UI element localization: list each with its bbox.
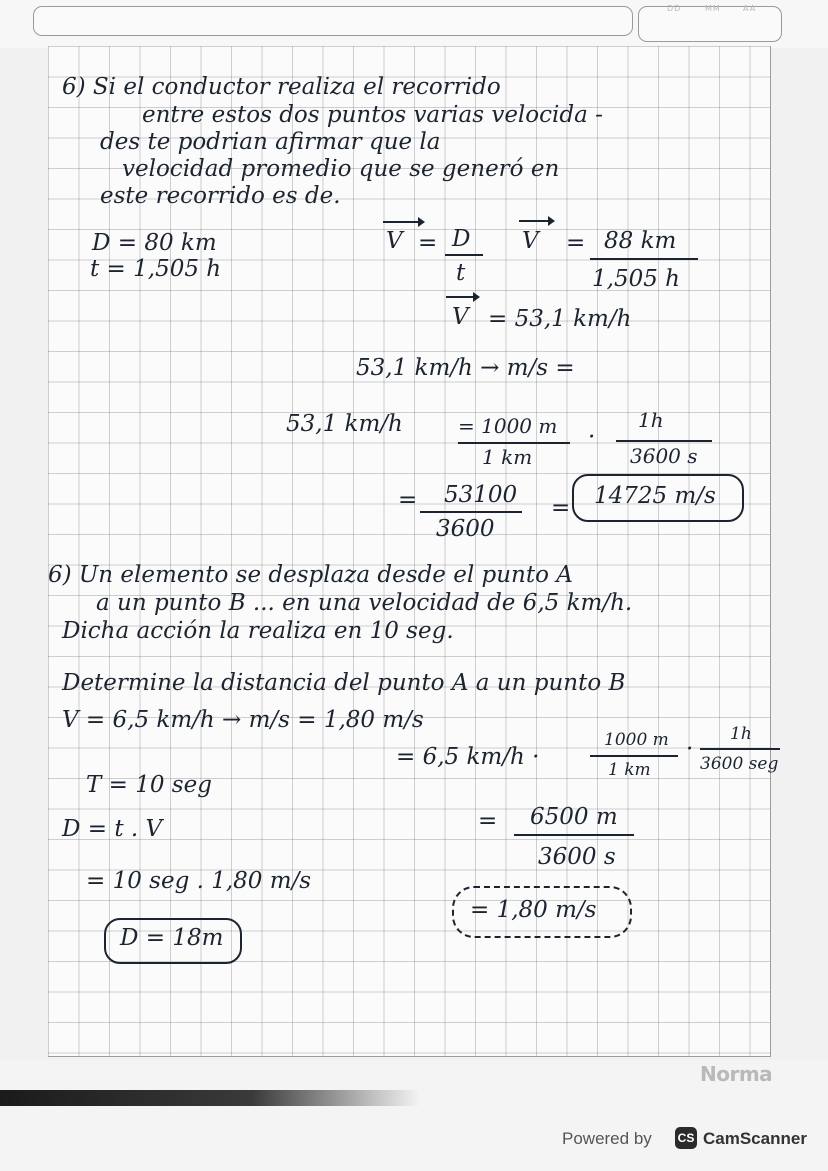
p1-equals: = xyxy=(418,230,438,256)
p2-conversion-left: = 6,5 km/h · xyxy=(396,744,540,770)
p2-conv-line-2 xyxy=(700,748,780,750)
p1-velocity-result: = 53,1 km/h xyxy=(488,306,632,332)
p1-text-line-1: 6) Si el conductor realiza el recorrido xyxy=(62,74,501,100)
notebook-header xyxy=(0,0,828,48)
p1-text-line-5: este recorrido es de. xyxy=(100,183,341,209)
p1-step-numerator: 53100 xyxy=(444,482,518,508)
p2-step-denominator: 3600 s xyxy=(538,844,616,870)
p1-text-line-4: velocidad promedio que se generó en xyxy=(122,156,560,182)
p1-text-line-2: entre estos dos puntos varias velocida - xyxy=(142,102,603,128)
p2-text-line-1: 6) Un elemento se desplaza desde el punto A xyxy=(48,562,573,588)
p2-given-velocity: V = 6,5 km/h → m/s = 1,80 m/s xyxy=(62,707,424,733)
p2-given-time: T = 10 seg xyxy=(86,772,212,798)
p1-step-equals: = xyxy=(398,487,418,513)
norma-logo: Norma xyxy=(700,1062,773,1086)
vector-arrow-icon-3 xyxy=(446,296,474,298)
scan-edge-shadow xyxy=(0,1090,420,1106)
p1-step-equals-2: = xyxy=(551,495,571,521)
p1-conversion-left: 53,1 km/h xyxy=(286,411,403,437)
p1-conversion-line: 53,1 km/h → m/s = xyxy=(356,355,575,381)
p2-conv-numerator-1: 1000 m xyxy=(604,730,669,750)
p1-frac-line xyxy=(445,254,483,256)
date-label-day: DD xyxy=(667,4,682,13)
p2-distance-result: D = 18m xyxy=(120,925,224,951)
vector-arrow-icon xyxy=(383,221,419,223)
date-box xyxy=(638,6,782,42)
p1-conv-numerator-2: 1h xyxy=(638,408,664,432)
p2-conv-dot: · xyxy=(686,736,694,762)
p1-frac-denominator: 1,505 h xyxy=(592,266,680,292)
p2-conv-numerator-2: 1h xyxy=(730,724,752,744)
p1-text-line-3: des te podrian afirmar que la xyxy=(100,129,441,155)
p1-step-line xyxy=(420,511,522,513)
p1-v-symbol-3: V xyxy=(452,304,469,330)
p2-text-line-3: Dicha acción la realiza en 10 seg. xyxy=(62,618,454,644)
p2-text-line-4: Determine la distancia del punto A a un punto B xyxy=(62,670,626,696)
p1-conv-denominator-1: 1 km xyxy=(482,445,533,469)
p1-given-time: t = 1,505 h xyxy=(90,256,222,282)
p1-frac-d: D xyxy=(452,226,471,252)
powered-by-text: Powered by xyxy=(562,1129,652,1148)
p2-step-equals: = xyxy=(478,808,498,834)
p1-equals-2: = xyxy=(566,230,586,256)
p1-conv-numerator-1: = 1000 m xyxy=(458,414,558,438)
p2-speed-result: = 1,80 m/s xyxy=(470,897,597,923)
p1-v-symbol: V xyxy=(386,228,403,254)
p1-given-distance: D = 80 km xyxy=(92,230,217,256)
p1-conv-line-1 xyxy=(458,442,570,444)
p1-conv-denominator-2: 3600 s xyxy=(630,444,698,468)
p2-step-numerator: 6500 m xyxy=(530,804,618,830)
p1-conv-line-2 xyxy=(616,440,712,442)
p2-conv-denominator-1: 1 km xyxy=(608,760,651,780)
p2-substitution: = 10 seg . 1,80 m/s xyxy=(86,868,312,894)
camscanner-logo-icon: CS xyxy=(675,1127,697,1149)
p1-frac-t: t xyxy=(456,260,466,286)
p1-frac-line-2 xyxy=(590,258,698,260)
p1-conv-dot: · xyxy=(588,424,596,450)
p1-result: 14725 m/s xyxy=(594,483,716,509)
p2-conv-line-1 xyxy=(590,755,678,757)
p1-v-symbol-2: V xyxy=(522,228,539,254)
vector-arrow-icon-2 xyxy=(519,220,549,222)
p2-conv-denominator-2: 3600 seg xyxy=(700,754,779,774)
date-label-month: MM xyxy=(705,4,721,13)
p2-formula: D = t . V xyxy=(62,816,163,842)
p2-step-line xyxy=(514,834,634,836)
p1-step-denominator: 3600 xyxy=(436,516,495,542)
camscanner-name: CamScanner xyxy=(703,1129,807,1148)
p1-frac-numerator: 88 km xyxy=(604,228,677,254)
date-label-year: AA xyxy=(743,4,757,13)
p2-text-line-2: a un punto B ... en una velocidad de 6,5 km/h. xyxy=(96,590,633,616)
title-box xyxy=(33,6,633,36)
